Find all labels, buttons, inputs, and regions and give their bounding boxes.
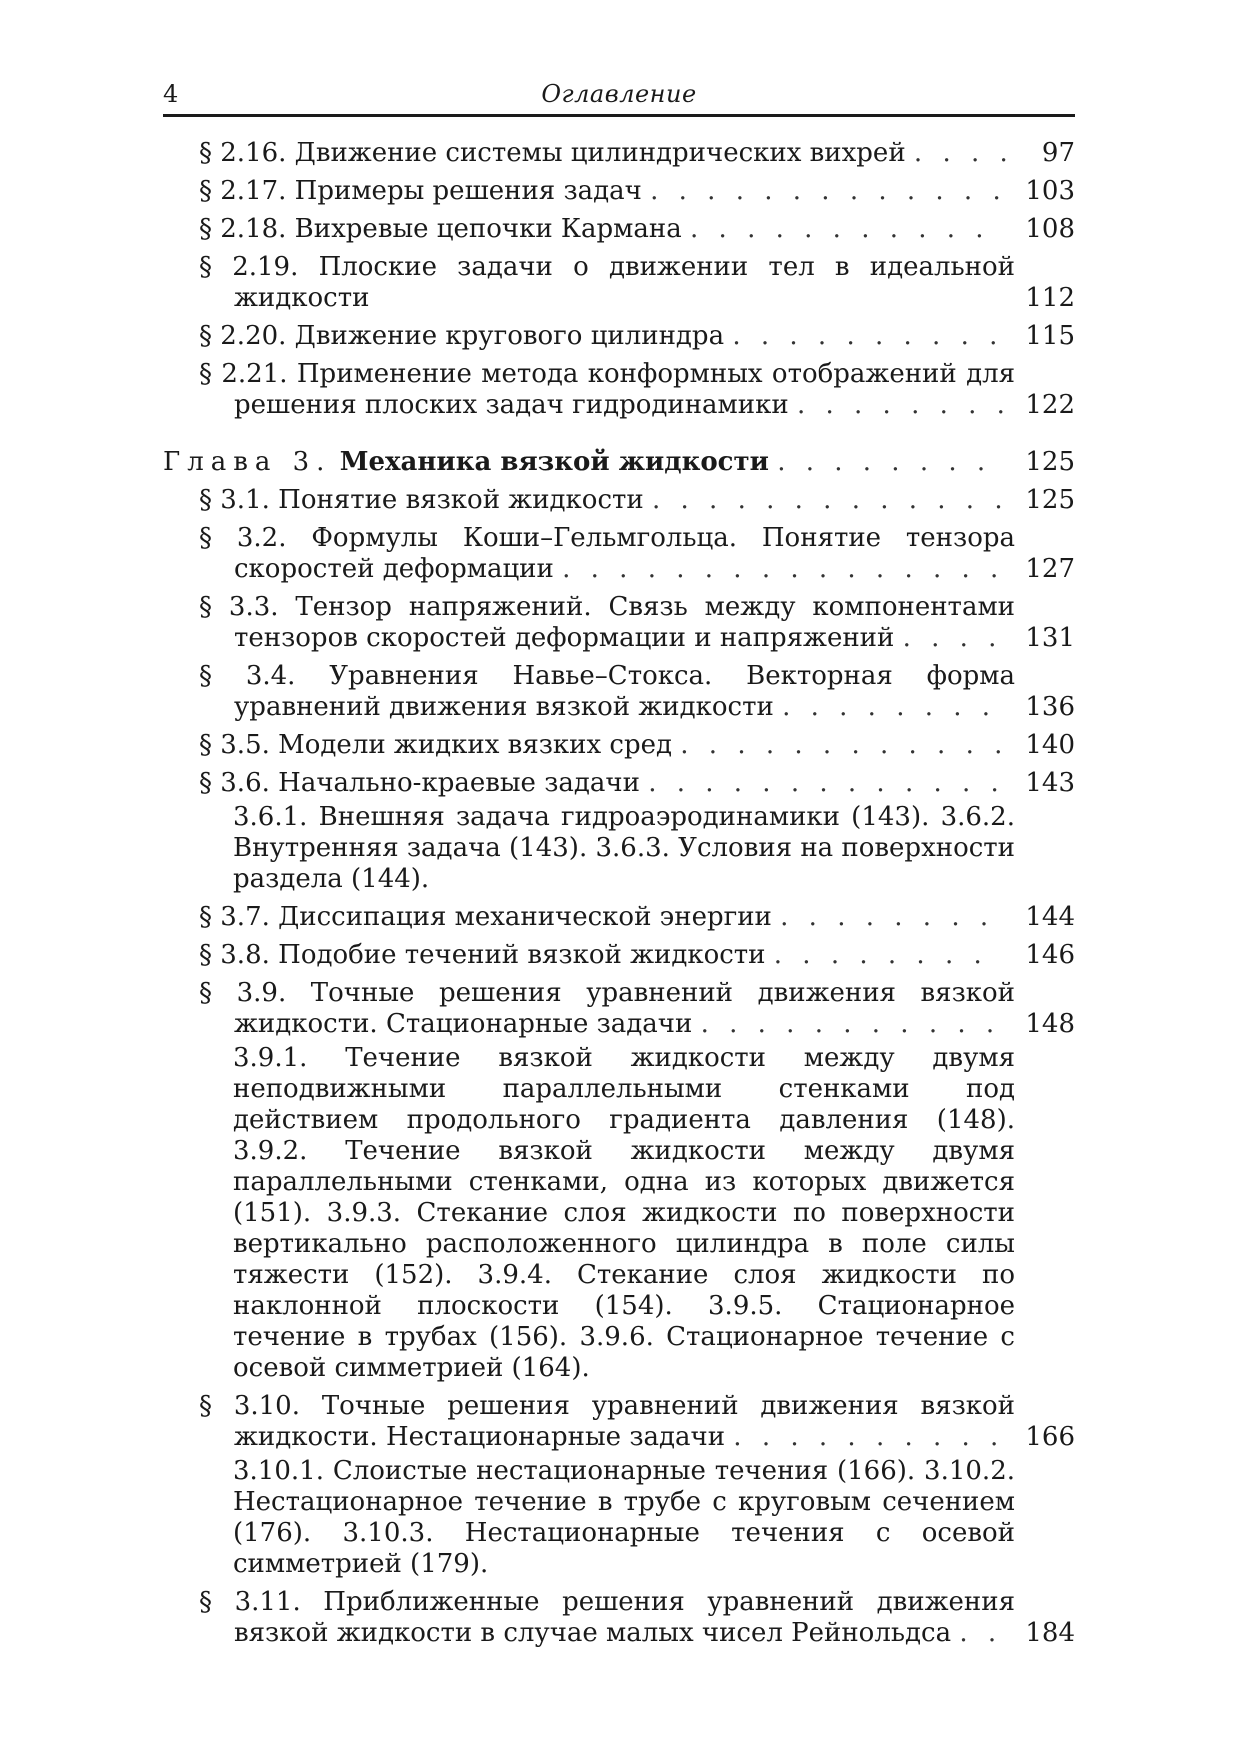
table-of-contents: [163, 138, 1075, 1656]
toc-entry-3-10[interactable]: [163, 1391, 1075, 1453]
leader-dots: . . . . . . . . . . . .: [680, 730, 1009, 760]
toc-entry-page: 122: [1025, 390, 1075, 420]
toc-entry-page: 148: [1025, 1009, 1075, 1039]
toc-entry-3-11[interactable]: [163, 1587, 1075, 1649]
toc-entry-page: 143: [1025, 768, 1075, 798]
leader-dots: . . . . . . . . . . .: [690, 214, 990, 244]
toc-entry-3-3[interactable]: [163, 592, 1075, 654]
toc-entry-title: § 3.11. Приближенные решения уравнений движения вязкой жидкости в случае малых чисел Рейнольдса . .: [199, 1587, 1015, 1648]
leader-dots: . . . . . . . .: [777, 447, 992, 477]
toc-entry-title: § 3.3. Тензор напряжений. Связь между компонентами тензоров скоростей деформации и напряжений . . . .: [199, 592, 1015, 653]
toc-entry-title: § 3.9. Точные решения уравнений движения вязкой жидкости. Стационарные задачи . . . . . . . . . . .: [199, 978, 1015, 1039]
toc-entry-title: § 3.8. Подобие течений вязкой жидкости . . . . . . . .: [199, 940, 988, 970]
toc-entry-2-17[interactable]: [163, 176, 1075, 207]
toc-entry-title: § 2.18. Вихревые цепочки Кармана . . . . . . . . . . .: [199, 214, 990, 244]
toc-entry-2-16[interactable]: [163, 138, 1075, 169]
page-number: 4: [163, 80, 179, 108]
subsection-list-3-6: 3.6.1. Внешняя задача гидроаэродинамики (143). 3.6.2. Внутренняя задача (143). 3.6.3. Условия на поверхности раздела (144).: [233, 802, 1015, 894]
toc-entry-page: 103: [1025, 176, 1075, 206]
page-header: [163, 80, 1075, 117]
toc-entry-title: § 2.17. Примеры решения задач . . . . . . . . . . . . .: [199, 176, 1007, 206]
toc-entry-page: 125: [1025, 485, 1075, 515]
toc-entry-3-1[interactable]: [163, 485, 1075, 516]
leader-dots: . . . . . . . . . . .: [700, 1009, 1001, 1039]
leader-dots: . . . . . . . .: [773, 940, 988, 970]
toc-entry-3-2[interactable]: [163, 523, 1075, 585]
toc-entry-page: 115: [1025, 321, 1075, 351]
leader-dots: . . . . . . . . . .: [733, 1422, 1005, 1452]
toc-entry-3-4[interactable]: [163, 661, 1075, 723]
toc-entry-page: 127: [1025, 554, 1075, 584]
toc-entry-page: 140: [1025, 730, 1075, 760]
subsection-list-3-10: 3.10.1. Слоистые нестационарные течения (166). 3.10.2. Нестационарное течение в трубе с круговым сечением (176). 3.10.3. Нестационарные течения с осевой симметрией (179).: [233, 1456, 1015, 1579]
leader-dots: . . . .: [902, 623, 1003, 653]
toc-entry-page: 108: [1025, 214, 1075, 244]
toc-entry-page: 131: [1025, 623, 1075, 653]
leader-dots: . . . .: [913, 138, 1014, 168]
toc-entry-page: 112: [1025, 283, 1075, 313]
toc-entry-title: § 2.21. Применение метода конформных отображений для решения плоских задач гидродинамики . . . . . . . .: [199, 359, 1015, 420]
running-title: Оглавление: [541, 80, 697, 108]
chapter-label: Глава 3.: [163, 447, 332, 477]
toc-entry-3-8[interactable]: [163, 940, 1075, 971]
toc-entry-2-20[interactable]: [163, 321, 1075, 352]
toc-entry-2-18[interactable]: [163, 214, 1075, 245]
toc-entry-3-6[interactable]: [163, 768, 1075, 799]
leader-dots: . . . . . . . .: [782, 692, 997, 722]
toc-chapter-3[interactable]: [163, 447, 1075, 478]
leader-dots: . . . . . . . .: [796, 390, 1011, 420]
toc-entry-title: § 2.16. Движение системы цилиндрических вихрей . . . .: [199, 138, 1014, 168]
leader-dots: . . . . . . . . . . . . .: [650, 176, 1007, 206]
toc-entry-page: 144: [1025, 902, 1075, 932]
leader-dots: . . . . . . . . . .: [732, 321, 1004, 351]
leader-dots: . . . . . . . .: [780, 902, 995, 932]
toc-entry-title: § 3.6. Начально-краевые задачи . . . . . . . . . . . . .: [199, 768, 1005, 798]
toc-entry-title: § 2.20. Движение кругового цилиндра . . . . . . . . . .: [199, 321, 1004, 351]
toc-entry-title: § 3.1. Понятие вязкой жидкости . . . . . . . . . . . . .: [199, 485, 1009, 515]
leader-dots: . . . . . . . . . . . . .: [648, 768, 1005, 798]
chapter-name: Механика вязкой жидкости: [339, 447, 769, 477]
toc-entry-page: 97: [1041, 138, 1075, 168]
toc-entry-3-5[interactable]: [163, 730, 1075, 761]
toc-entry-page: 184: [1025, 1618, 1075, 1648]
toc-entry-page: 146: [1025, 940, 1075, 970]
toc-entry-3-7[interactable]: [163, 902, 1075, 933]
toc-entry-2-21[interactable]: [163, 359, 1075, 421]
leader-dots: . . . . . . . . . . . . . . . .: [562, 554, 1005, 584]
leader-dots: . . . . . . . . . . . . .: [651, 485, 1009, 515]
toc-entry-title: § 3.7. Диссипация механической энергии . . . . . . . .: [199, 902, 995, 932]
toc-entry-title: § 3.2. Формулы Коши–Гельмгольца. Понятие тензора скоростей деформации . . . . . . . . . . . . . . . .: [199, 523, 1015, 584]
toc-entry-title: § 3.4. Уравнения Навье–Стокса. Векторная форма уравнений движения вязкой жидкости . . . . . . . .: [199, 661, 1015, 722]
toc-entry-3-9[interactable]: [163, 978, 1075, 1040]
toc-entry-title: § 2.19. Плоские задачи о движении тел в идеальной жидкости: [199, 252, 1015, 313]
toc-entry-title: § 3.5. Модели жидких вязких сред . . . . . . . . . . . .: [199, 730, 1009, 760]
toc-chapter-page: 125: [1025, 447, 1075, 477]
toc-chapter-title: [163, 447, 1015, 478]
toc-entry-title: § 3.10. Точные решения уравнений движения вязкой жидкости. Нестационарные задачи . . . . . . . . . .: [199, 1391, 1015, 1452]
toc-entry-page: 166: [1025, 1422, 1075, 1452]
toc-entry-page: 136: [1025, 692, 1075, 722]
leader-dots: . .: [959, 1618, 1003, 1648]
toc-entry-2-19[interactable]: [163, 252, 1075, 314]
subsection-list-3-9: 3.9.1. Течение вязкой жидкости между двумя неподвижными параллельными стенками под действием продольного градиента давления (148). 3.9.2. Течение вязкой жидкости между двумя параллельными стенками, одна из которых движется (151). 3.9.3. Стекание слоя жидкости по поверхности вертикально расположенного цилиндра в поле силы тяжести (152). 3.9.4. Стекание слоя жидкости по наклонной плоскости (154). 3.9.5. Стационарное течение в трубах (156). 3.9.6. Стационарное течение с осевой симметрией (164).: [233, 1043, 1015, 1383]
